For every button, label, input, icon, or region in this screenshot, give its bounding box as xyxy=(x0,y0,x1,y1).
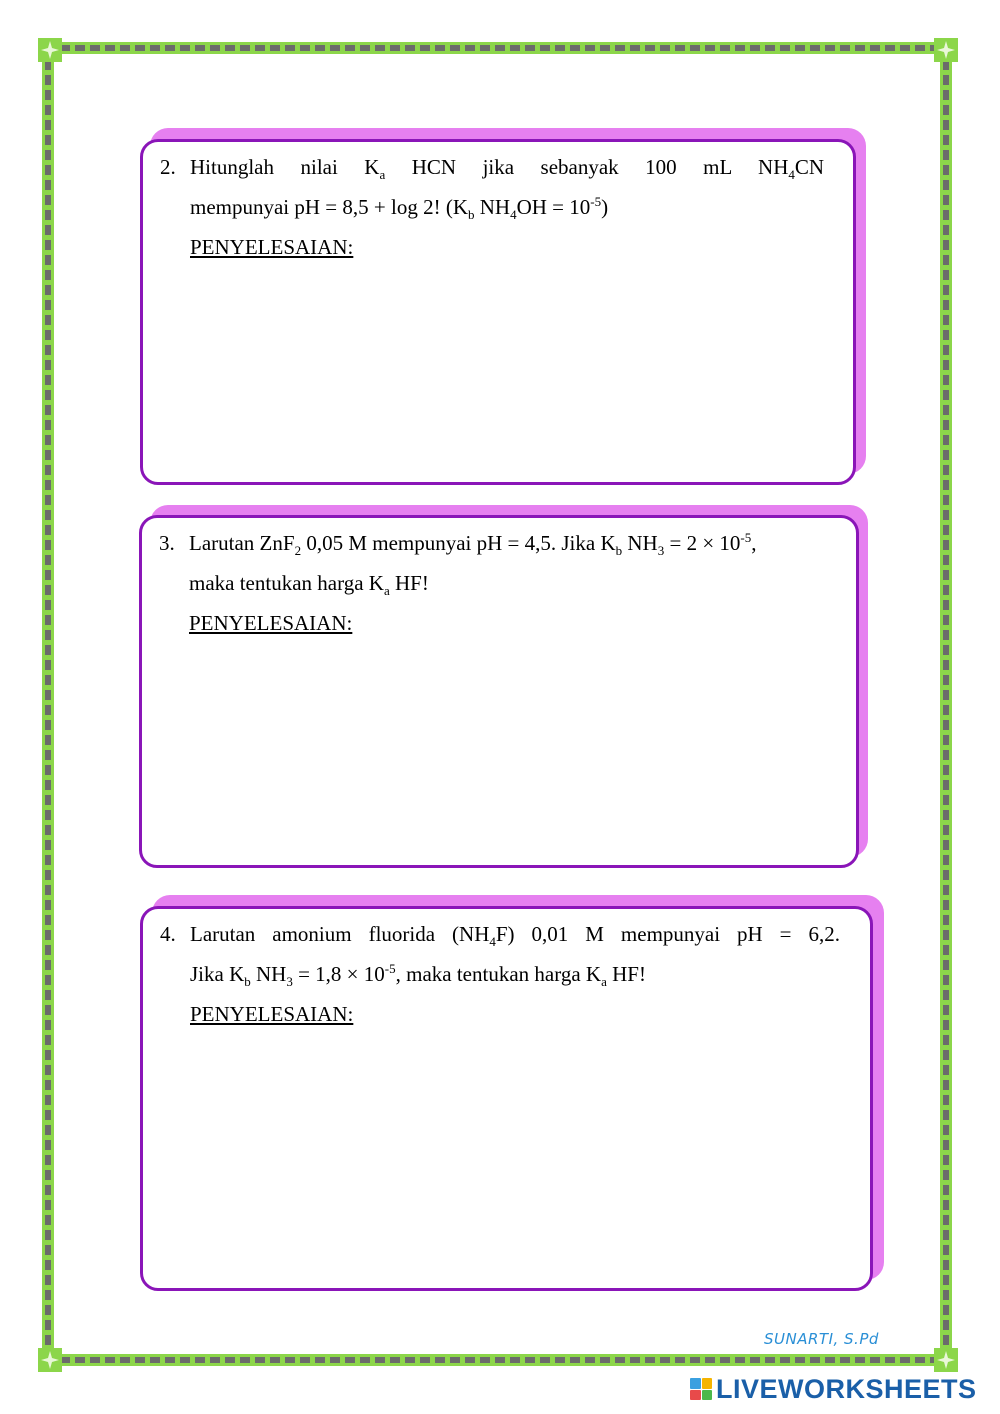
frame-corner-ornament-icon xyxy=(38,1348,62,1372)
question-text-line: Jika $K_b$ $NH_3 = 1,8 \times 10^{-5}$, maka tentukan harga $K_a$ HF! xyxy=(190,961,646,990)
author-signature: SUNARTI, S.Pd xyxy=(764,1330,879,1348)
question-3 xyxy=(159,523,829,643)
liveworksheets-brand xyxy=(690,1373,977,1404)
frame-corner-ornament-icon xyxy=(38,38,62,62)
question-number: 3. xyxy=(159,531,175,555)
answer-label: PENYELESAIAN: xyxy=(190,1002,354,1026)
liveworksheets-logo-icon xyxy=(690,1378,712,1400)
frame-corner-ornament-icon xyxy=(934,38,958,62)
question-text-line: mempunyai pH = 8,5 + log 2! ($K_b$ $NH_4OH = 10^{-5}$) xyxy=(190,194,609,223)
answer-label: PENYELESAIAN: xyxy=(189,611,353,635)
question-number: 2. xyxy=(160,155,176,179)
question-4 xyxy=(160,914,840,1034)
question-text-line: maka tentukan harga $K_a$ HF! xyxy=(189,571,429,599)
frame-top-border xyxy=(42,42,958,54)
frame-corner-ornament-icon xyxy=(934,1348,958,1372)
frame-bottom-border xyxy=(42,1354,958,1366)
frame-right-border xyxy=(940,42,952,1368)
frame-left-border xyxy=(42,42,54,1368)
question-2 xyxy=(160,147,824,267)
answer-label: PENYELESAIAN: xyxy=(190,235,354,259)
question-number: 4. xyxy=(160,922,176,946)
question-text-line: Larutan amonium fluorida $(NH_4F)$ 0,01 M mempunyai pH = 6,2. xyxy=(190,922,841,950)
brand-name: LIVEWORKSHEETS xyxy=(716,1373,977,1404)
question-text-line: Larutan ZnF$_2$ 0,05 M mempunyai pH = 4,5. Jika $K_b$ $NH_3 = 2 \times 10^{-5}$, xyxy=(189,530,757,559)
question-text-line: Hitunglah nilai $K_a$ HCN jika sebanyak 100 mL $NH_4CN$ xyxy=(190,155,825,183)
